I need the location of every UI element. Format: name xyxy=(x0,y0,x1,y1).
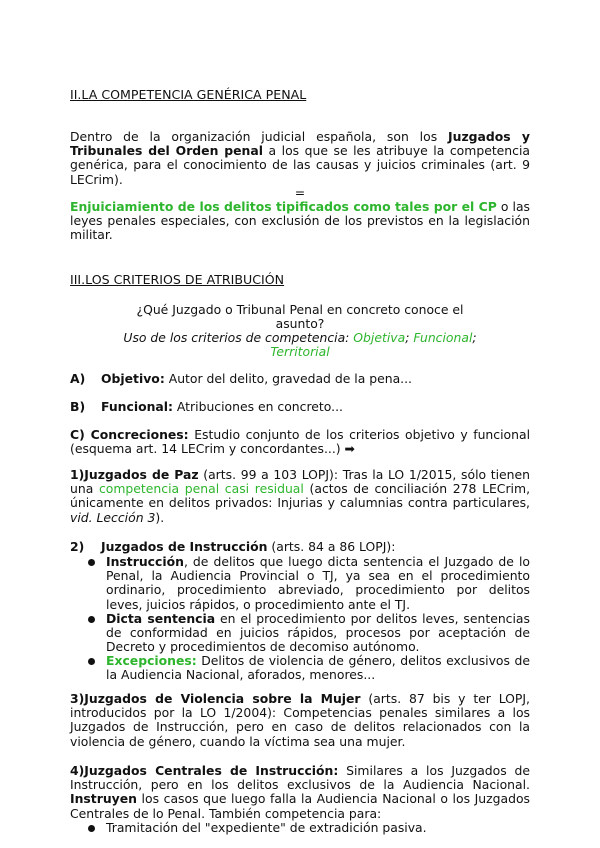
criterion-b-label: B) xyxy=(70,399,86,414)
bullet-4-body: Tramitación del "expediente" de extradición pasiva. xyxy=(106,820,427,835)
section-3-heading: III.LOS CRITERIOS DE ATRIBUCIÓN xyxy=(70,272,285,287)
objetiva-criterion: Objetiva xyxy=(353,330,406,345)
item-4-text-a: Similares a los Juzgados de Instrucción, pero en los delitos exclusivos de la Audiencia Nacional. xyxy=(70,763,530,793)
bullet-dot-icon xyxy=(88,658,95,665)
item-2-label: 2) xyxy=(70,539,85,554)
item-4-title: 4)Juzgados Centrales de Instrucción: xyxy=(70,763,339,778)
item-juzgados-violencia xyxy=(70,692,530,749)
item-2-title: Juzgados de Instrucción xyxy=(101,539,268,554)
criterion-b xyxy=(70,400,530,414)
criterion-a-bold: Objetivo: xyxy=(101,371,165,386)
p1-text-pre: Dentro de la organización judicial española, son los xyxy=(70,129,449,144)
bullet-1-text: , de delitos que luego dicta sentencia el Juzgado de lo Penal, la Audiencia Provincial o TJ, ya sea en el procedimiento ordinario, procedimiento abreviado, procedimiento por delitos leves, juicios rápidos, o procedimiento ante el TJ. xyxy=(106,554,530,612)
separator-1: ; xyxy=(405,330,414,345)
bullet-2-body xyxy=(106,612,530,655)
bullet-dicta-sentencia xyxy=(88,612,530,655)
criterion-c xyxy=(70,428,530,456)
item-3-title: 3)Juzgados de Violencia sobre la Mujer xyxy=(70,691,361,706)
item-1-text-c: ). xyxy=(155,509,165,525)
bullet-dot-icon xyxy=(88,559,95,566)
bullet-1-bold: Instrucción xyxy=(106,554,184,569)
criterion-a-label: A) xyxy=(70,371,86,386)
item-juzgados-instruccion xyxy=(70,540,530,554)
territorial-criterion: Territorial xyxy=(270,344,330,360)
bullet-dot-icon xyxy=(88,616,95,623)
criterion-a-text: Autor del delito, gravedad de la pena... xyxy=(164,371,413,386)
bullet-excepciones xyxy=(88,654,530,682)
item-3-text: (arts. 87 bis y ter LOPJ, introducidos por la LO 1/2004): Competencias penales similares a los Juzgados de Instrucción, pero en caso de delitos relacionados con la violencia de género, cuando la víctima sea una mujer. xyxy=(70,691,530,749)
p2-text-post: o las leyes penales especiales, con exclusión de los previstos en la legislación militar. xyxy=(70,199,530,243)
criterion-c-text: Estudio conjunto de los criterios objetivo y funcional (esquema art. 14 LECrim y concordantes...) ➡ xyxy=(70,427,531,457)
separator-2: ; xyxy=(472,330,477,345)
criteria-question: ¿Qué Juzgado o Tribunal Penal en concreto conoce el asunto? xyxy=(136,302,464,332)
item-1-italic: vid. Lección 3 xyxy=(70,509,156,525)
usage-text: Uso de los criterios de competencia: xyxy=(123,330,354,345)
funcional-criterion: Funcional xyxy=(413,330,473,345)
bullet-3-green: Excepciones: xyxy=(106,653,197,668)
section-2-paragraph-2 xyxy=(70,200,530,243)
bullet-dot-icon xyxy=(88,825,95,832)
item-juzgados-centrales xyxy=(70,764,530,821)
equals-sign: = xyxy=(294,185,306,200)
bullet-instruccion xyxy=(88,555,530,612)
criteria-usage-line xyxy=(110,331,490,359)
item-juzgados-paz xyxy=(70,468,530,525)
item-1-text-b: (actos de conciliación 278 LECrim, únicamente en delitos privados: Injurias y calumnias contra particulares, xyxy=(70,481,531,511)
section-2-heading: II.LA COMPETENCIA GENÉRICA PENAL xyxy=(70,87,307,102)
criterion-a xyxy=(70,372,530,386)
item-4-text-b: los casos que luego falla la Audiencia Nacional o los Juzgados Centrales de lo Penal. También competencia para: xyxy=(70,791,530,821)
p2-green-highlight: Enjuiciamiento de los delitos tipificados como tales por el CP xyxy=(70,199,497,214)
criterion-b-bold: Funcional: xyxy=(101,399,173,414)
bullet-2-bold: Dicta sentencia xyxy=(106,611,216,626)
bullet-extradicion xyxy=(88,821,530,835)
criterion-c-bold: C) Concreciones: xyxy=(70,427,189,442)
item-1-text-a: (arts. 99 a 103 LOPJ): Tras la LO 1/2015, sólo tienen una xyxy=(70,467,531,497)
criterion-b-text: Atribuciones en concreto... xyxy=(172,399,343,414)
item-4-bold-instruyen: Instruyen xyxy=(70,791,137,807)
item-2-text: (arts. 84 a 86 LOPJ): xyxy=(267,539,396,554)
p1-text-post: a los que se les atribuye la competencia genérica, para el conocimiento de las causas y juicios criminales (art. 9 LECrim). xyxy=(70,143,531,187)
item-1-title: 1)Juzgados de Paz xyxy=(70,467,199,482)
p1-bold-courts: Juzgados y Tribunales del Orden penal xyxy=(70,129,530,159)
bullet-3-text: Delitos de violencia de género, delitos exclusivos de la Audiencia Nacional, aforados, menores... xyxy=(106,653,530,683)
bullet-2-text: en el procedimiento por delitos leves, sentencias de conformidad en juicios rápidos, procesos por aceptación de Decreto y procedimientos de decomiso autónomo. xyxy=(106,611,530,655)
bullet-3-body xyxy=(106,654,530,682)
bullet-1-body xyxy=(106,555,530,612)
section-2-paragraph-1 xyxy=(70,130,530,187)
item-1-green: competencia penal casi residual xyxy=(98,481,304,497)
